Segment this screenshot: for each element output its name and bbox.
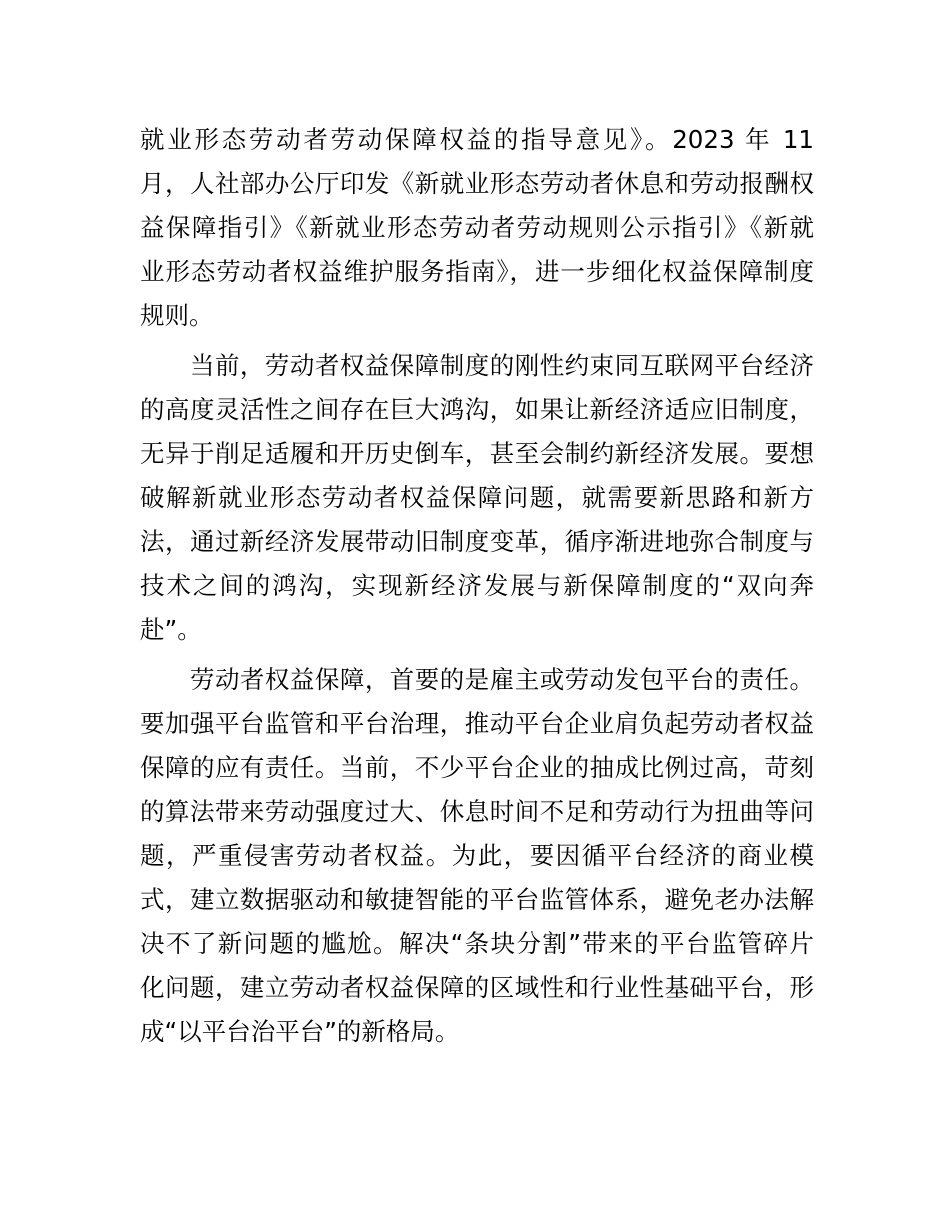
text-line: 成“以平台治平台”的新格局。 (140, 1017, 460, 1046)
text-line: 决不了新问题的尴尬。解决“条块分割”带来的平台监管碎片 (140, 929, 814, 958)
text-line: 的高度灵活性之间存在巨大鸿沟，如果让新经济适应旧制度， (140, 395, 814, 424)
text-line: 破解新就业形态劳动者权益保障问题，就需要新思路和新方 (140, 483, 814, 512)
text-line: 要加强平台监管和平台治理，推动平台企业肩负起劳动者权益 (140, 709, 814, 738)
text-line: 技术之间的鸿沟，实现新经济发展与新保障制度的“双向奔 (140, 571, 814, 600)
text-line: 月，人社部办公厅印发《新就业形态劳动者休息和劳动报酬权 (140, 169, 814, 198)
text-line: 就业形态劳动者劳动保障权益的指导意见》。2023 年 11 (140, 125, 814, 154)
text-line: 式，建立数据驱动和敏捷智能的平台监管体系，避免老办法解 (140, 885, 814, 914)
text-line: 保障的应有责任。当前，不少平台企业的抽成比例过高，苛刻 (140, 753, 814, 782)
paragraph-3 (140, 658, 814, 1054)
body-text (140, 118, 814, 1054)
text-line: 益保障指引》《新就业形态劳动者劳动规则公示指引》《新就 (140, 213, 814, 242)
text-line: 无异于削足适履和开历史倒车，甚至会制约新经济发展。要想 (140, 439, 814, 468)
text-line: 劳动者权益保障，首要的是雇主或劳动发包平台的责任。 (140, 665, 814, 694)
text-line: 题，严重侵害劳动者权益。为此，要因循平台经济的商业模 (140, 841, 814, 870)
text-line: 业形态劳动者权益维护服务指南》，进一步细化权益保障制度 (140, 257, 814, 286)
text-line: 化问题，建立劳动者权益保障的区域性和行业性基础平台，形 (140, 973, 814, 1002)
text-line: 的算法带来劳动强度过大、休息时间不足和劳动行为扭曲等问 (140, 797, 814, 826)
text-line: 当前，劳动者权益保障制度的刚性约束同互联网平台经济 (140, 351, 814, 380)
paragraph-1 (140, 118, 814, 338)
text-line: 法，通过新经济发展带动旧制度变革，循序渐进地弥合制度与 (140, 527, 814, 556)
text-line: 规则。 (140, 301, 214, 330)
text-line: 赴”。 (140, 615, 202, 644)
paragraph-2 (140, 344, 814, 652)
